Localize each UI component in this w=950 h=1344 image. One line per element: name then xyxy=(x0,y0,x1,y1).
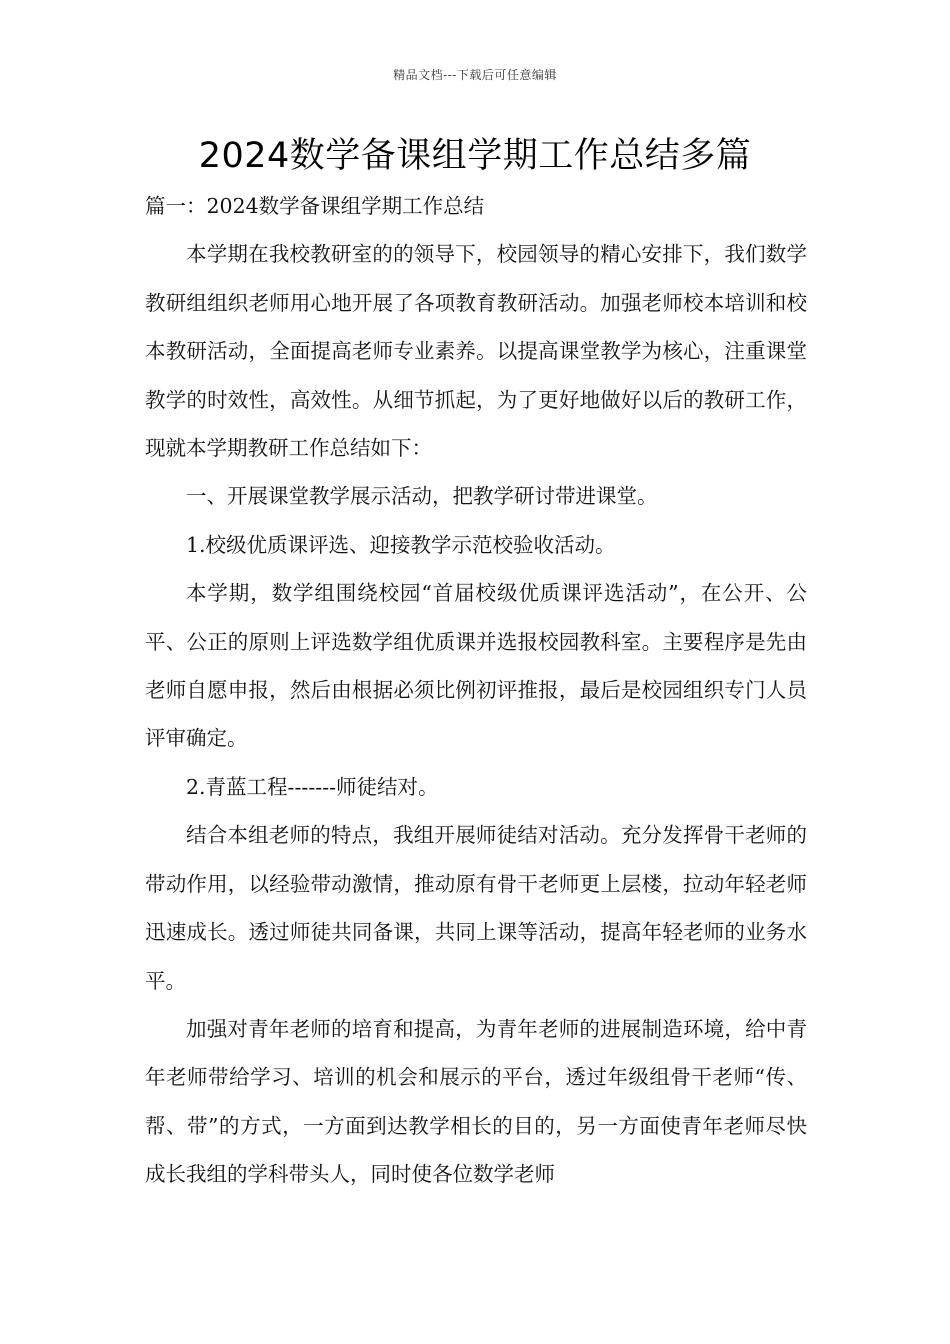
document-title: 2024数学备课组学期工作总结多篇 xyxy=(198,136,752,176)
paragraph: 本学期在我校教研室的的领导下，校园领导的精心安排下，我们数学教研组组织老师用心地开展了各项教育教研活动。加强老师校本培训和校本教研活动，全面提高老师专业素养。以提高课堂教学为核心，注重课堂教学的时效性，高效性。从细节抓起，为了更好地做好以后的教研工作，现就本学期教研工作总结如下： xyxy=(145,242,807,461)
document-body xyxy=(145,182,807,1199)
paragraph: 加强对青年老师的培育和提高，为青年老师的进展制造环境，给中青年老师带给学习、培训的机会和展示的平台，透过年级组骨干老师“传、帮、带”的方式，一方面到达教学相长的目的，另一方面使青年老师尽快成长我组的学科带头人，同时使各位数学老师 xyxy=(145,1016,807,1187)
subsection-heading: 一、开展课堂教学展示活动，把教学研讨带进课堂。 xyxy=(186,484,658,509)
section-heading: 篇一：2024数学备课组学期工作总结 xyxy=(145,194,485,218)
numbered-item-heading: 1.校级优质课评选、迎接教学示范校验收活动。 xyxy=(186,532,616,557)
paragraph: 本学期，数学组围绕校园“首届校级优质课评选活动”，在公开、公平、公正的原则上评选数学组优质课并选报校园教科室。主要程序是先由老师自愿申报，然后由根据必须比例初评推报，最后是校园组织专门人员评审确定。 xyxy=(145,581,807,751)
numbered-item-heading: 2.青蓝工程-------师徒结对。 xyxy=(186,774,439,799)
paragraph: 结合本组老师的特点，我组开展师徒结对活动。充分发挥骨干老师的带动作用，以经验带动激情，推动原有骨干老师更上层楼，拉动年轻老师迅速成长。透过师徒共同备课，共同上课等活动，提高年轻老师的业务水平。 xyxy=(145,823,807,993)
running-header: 精品文档---下载后可任意编辑 xyxy=(393,68,557,82)
